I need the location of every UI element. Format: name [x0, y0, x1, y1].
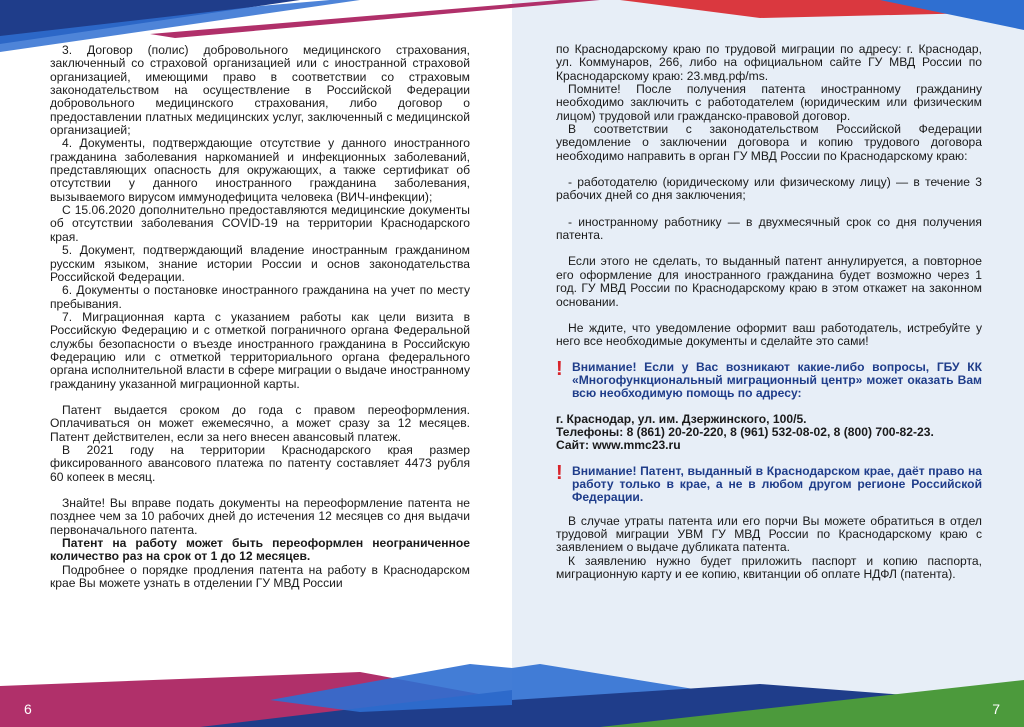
exclamation-icon: !: [556, 461, 563, 484]
paragraph: 7. Миграционная карта с указанием работы как цели визита в Российскую Федерацию и с отметкой пограничного органа Федеральной службы безопасности о въезде иностранного гражданина в Российскую Федерацию или с отметкой территориального органа федерального органа исполнительной власти в сфере миграции о выдаче иностранному гражданину указанной миграционной карты.: [50, 309, 470, 391]
paragraph: Патент выдается сроком до года с правом переоформления. Оплачиваться он может ежемесячно, а может сразу за 12 месяцев. Патент действителен, если за него внесен авансовый платеж.: [50, 402, 470, 444]
page-number-right: 7: [992, 701, 1000, 717]
paragraph: В соответствии с законодательством Российской Федерации уведомление о заключении договора и копию трудового договора необходимо направить в орган ГУ МВД России по Краснодарскому краю:: [556, 122, 982, 163]
paragraph: Если этого не сделать, то выданный патент аннулируется, а повторное его оформление для иностранного гражданина будет возможно через 1 год. ГУ МВД России по Краснодарскому краю в этом откажет на законном основании.: [556, 254, 982, 309]
contact-phones: Телефоны: 8 (861) 20-20-220, 8 (961) 532-08-02, 8 (800) 700-82-23.: [556, 424, 934, 439]
paragraph: В 2021 году на территории Краснодарского края размер фиксированного авансового платежа по патенту составляет 4473 рубля 60 копеек в месяц.: [50, 442, 470, 484]
paragraph: 5. Документ, подтверждающий владение иностранным гражданином русским языком, знание истории России и основ законодательства Российской Федерации.: [50, 243, 470, 284]
paragraph: В случае утраты патента или его порчи Вы можете обратиться в отдел трудовой миграции УВМ ГУ МВД России по Краснодарскому краю с заявлением о выдаче дубликата патента.: [556, 513, 982, 555]
exclamation-icon: !: [556, 357, 563, 380]
paragraph: Подробнее о порядке продления патента на работу в Краснодарском крае Вы можете узнать в отделении ГУ МВД России: [50, 562, 470, 591]
contact-site: Сайт: www.mmc23.ru: [556, 438, 681, 453]
paragraph: 4. Документы, подтверждающие отсутствие у данного иностранного гражданина заболевания наркоманией и инфекционных заболеваний, представляющих опасность для окружающих, а также сертификат об отсутствии у данного иностранного гражданина заболевания, вызываемого вирусом иммунодефицита человека (ВИЧ-инфекции);: [50, 136, 470, 204]
contact-block: [556, 413, 982, 453]
page-number-left: 6: [24, 701, 32, 717]
paragraph: Не ждите, что уведомление оформит ваш работодатель, истребуйте у него все необходимые документы и сделайте это сами!: [556, 320, 982, 349]
warning-callout: [556, 357, 982, 401]
paragraph: Помните! После получения патента иностранному гражданину необходимо заключить с работодателем (юридическим или физическим лицом) трудовой или гражданско-правовой договор.: [556, 82, 982, 123]
paragraph: Знайте! Вы вправе подать документы на переоформление патента не позднее чем за 10 рабочих дней до истечения 12 месяцев со дня выдачи первоначального патента.: [50, 496, 470, 537]
emphasis-paragraph: Патент на работу может быть переоформлен неограниченное количество раз на срок от 1 до 12 месяцев.: [50, 536, 470, 564]
right-text-column: [556, 43, 982, 581]
paragraph: 3. Договор (полис) добровольного медицинского страхования, заключенный со страховой организацией или с иностранной страховой организацией, имеющими право в соответствии со страховым законодательством на осуществление в Российской Федерации добровольного медицинского страхования, либо договор о предоставлении платных медицинских услуг, заключенный с медицинской организацией;: [50, 43, 470, 138]
paragraph: - иностранному работнику — в двухмесячный срок со дня получения патента.: [556, 214, 982, 243]
paragraph: по Краснодарскому краю по трудовой миграции по адресу: г. Краснодар, ул. Коммунаров, 266, либо на официальном сайте ГУ МВД России по Краснодарскому краю: 23.мвд.рф/ms.: [556, 42, 982, 83]
paragraph: С 15.06.2020 дополнительно предоставляются медицинские документы об отсутствии заболевания COVID-19 на территории Краснодарского края.: [50, 203, 470, 244]
paragraph: 6. Документы о постановке иностранного гражданина на учет по месту пребывания.: [50, 283, 470, 311]
warning-callout: [556, 461, 982, 505]
paragraph: - работодателю (юридическому или физическому лицу) — в течение 3 рабочих дней со дня заключения;: [556, 175, 982, 203]
warning-text: Внимание! Патент, выданный в Краснодарском крае, даёт право на работу только в крае, а не в любом другом регионе Российской Федерации.: [572, 463, 982, 505]
paragraph: К заявлению нужно будет приложить паспорт и копию паспорта, миграционную карту и ее копию, квитанции об оплате НДФЛ (патента).: [556, 553, 982, 581]
contact-address: г. Краснодар, ул. им. Дзержинского, 100/5.: [556, 411, 807, 426]
left-text-column: [50, 44, 470, 590]
warning-text: Внимание! Если у Вас возникают какие-либо вопросы, ГБУ КК «Многофункциональный миграционный центр» может оказать Вам всю необходимую помощь по адресу:: [572, 359, 982, 401]
